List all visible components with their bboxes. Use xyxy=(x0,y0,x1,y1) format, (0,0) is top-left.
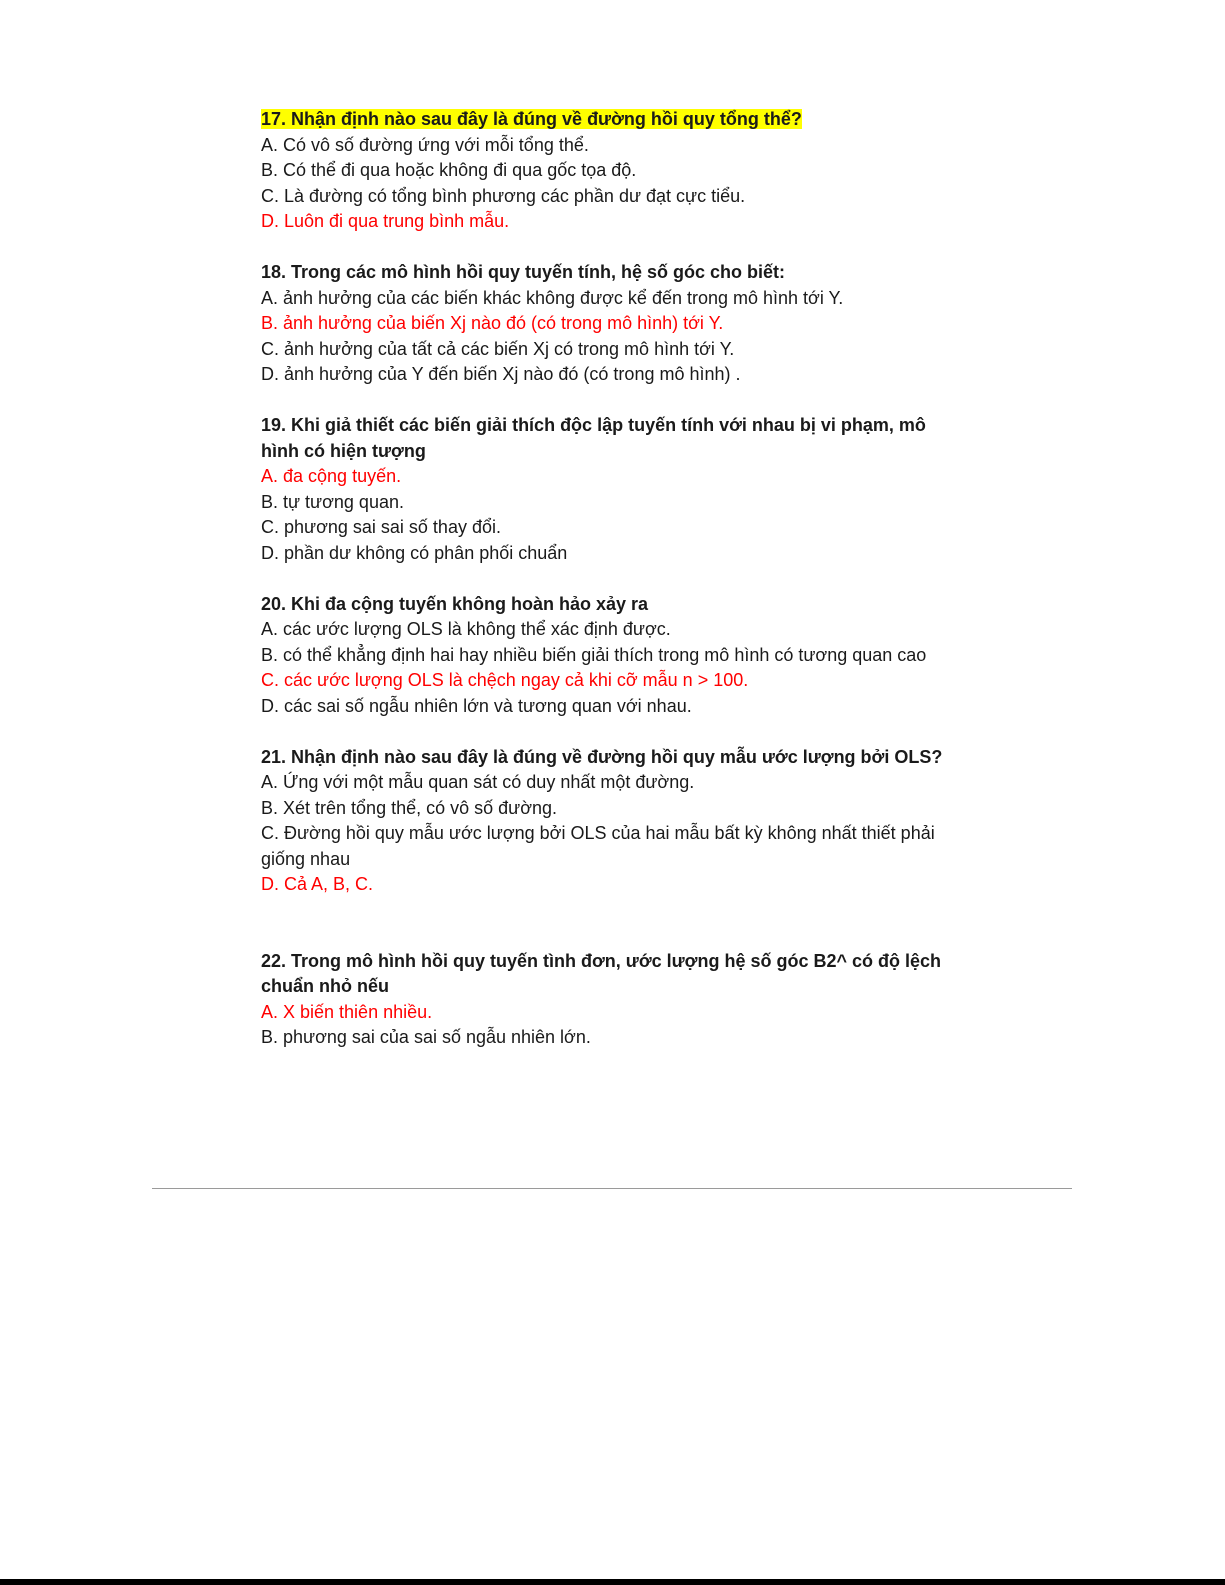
bottom-edge-bar xyxy=(0,1579,1225,1585)
question-20 xyxy=(261,592,961,720)
option-a-correct: A. đa cộng tuyến. xyxy=(261,466,402,486)
option-b-correct: B. ảnh hưởng của biến Xj nào đó (có trong mô hình) tới Y. xyxy=(261,313,724,333)
question-title: 22. Trong mô hình hồi quy tuyến tình đơn, ước lượng hệ số góc B2^ có độ lệch chuẩn nhỏ nếu xyxy=(261,950,942,996)
question-title: 18. Trong các mô hình hồi quy tuyến tính, hệ số góc cho biết: xyxy=(261,262,786,282)
option-b: B. tự tương quan. xyxy=(261,491,404,512)
question-21 xyxy=(261,745,961,898)
option-a-correct: A. X biến thiên nhiều. xyxy=(261,1001,433,1022)
option-a: A. ảnh hưởng của các biến khác không được kể đến trong mô hình tới Y. xyxy=(261,287,844,308)
document-page xyxy=(261,107,961,1076)
option-b: B. phương sai của sai số ngẫu nhiên lớn. xyxy=(261,1027,591,1047)
option-d-correct: D. Luôn đi qua trung bình mẫu. xyxy=(261,211,510,231)
question-title: 19. Khi giả thiết các biến giải thích độc lập tuyến tính với nhau bị vi phạm, mô hình có hiện tượng xyxy=(261,415,926,461)
question-22 xyxy=(261,949,961,1051)
question-title: 21. Nhận định nào sau đây là đúng về đường hồi quy mẫu ước lượng bởi OLS? xyxy=(261,746,943,767)
option-c-correct: C. các ước lượng OLS là chệch ngay cả khi cỡ mẫu n > 100. xyxy=(261,670,749,690)
option-c: C. Đường hồi quy mẫu ước lượng bởi OLS của hai mẫu bất kỳ không nhất thiết phải giống nhau xyxy=(261,823,935,869)
question-17 xyxy=(261,107,961,235)
highlighted-question-text: 17. Nhận định nào sau đây là đúng về đường hồi quy tổng thể? xyxy=(261,109,802,129)
page-divider xyxy=(152,1188,1072,1189)
question-title: 20. Khi đa cộng tuyến không hoàn hảo xảy ra xyxy=(261,593,649,614)
option-b: B. Xét trên tổng thể, có vô số đường. xyxy=(261,797,558,818)
option-a: A. Có vô số đường ứng với mỗi tổng thể. xyxy=(261,134,589,155)
option-c: C. ảnh hưởng của tất cả các biến Xj có trong mô hình tới Y. xyxy=(261,338,735,359)
option-a: A. các ước lượng OLS là không thể xác định được. xyxy=(261,619,671,639)
option-d: D. phần dư không có phân phối chuẩn xyxy=(261,542,568,563)
option-b: B. Có thể đi qua hoặc không đi qua gốc tọa độ. xyxy=(261,160,637,180)
option-a: A. Ứng với một mẫu quan sát có duy nhất một đường. xyxy=(261,772,695,792)
option-d-correct: D. Cả A, B, C. xyxy=(261,874,374,894)
question-title xyxy=(261,107,961,133)
option-b: B. có thể khẳng định hai hay nhiều biến giải thích trong mô hình có tương quan cao xyxy=(261,644,927,665)
question-18 xyxy=(261,260,961,388)
option-c: C. phương sai sai số thay đổi. xyxy=(261,517,501,537)
option-d: D. ảnh hưởng của Y đến biến Xj nào đó (có trong mô hình) . xyxy=(261,364,741,384)
option-d: D. các sai số ngẫu nhiên lớn và tương quan với nhau. xyxy=(261,695,692,716)
question-19 xyxy=(261,413,961,566)
option-c: C. Là đường có tổng bình phương các phần dư đạt cực tiểu. xyxy=(261,185,746,206)
